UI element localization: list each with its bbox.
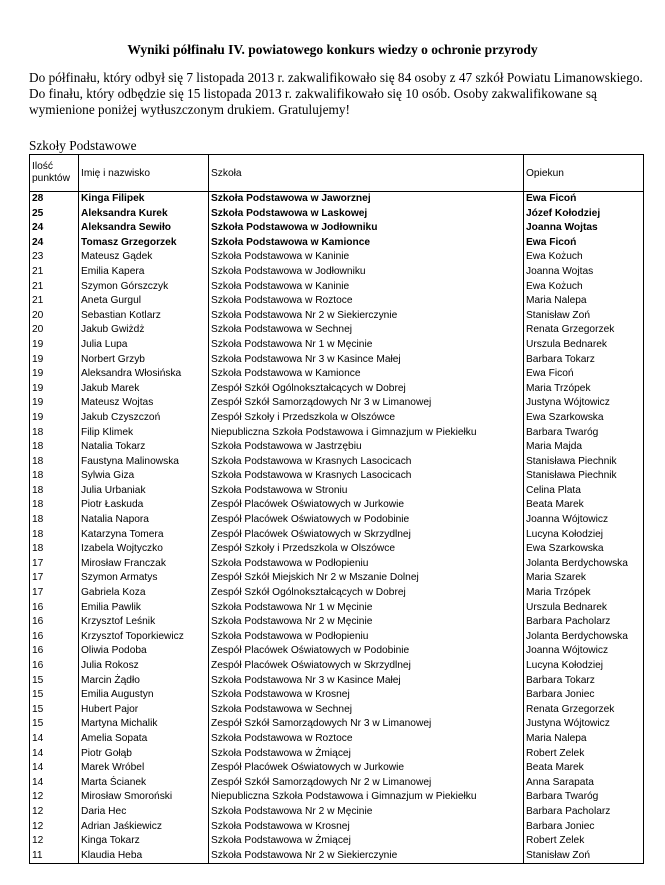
tutor-cell: Lucyna Kołodziej [524, 528, 644, 543]
tutor-cell: Stanisław Zoń [524, 309, 644, 324]
tutor-cell: Maria Trzópek [524, 382, 644, 397]
name-cell: Mirosław Smoroński [79, 790, 209, 805]
school-cell: Zespół Szkół Miejskich Nr 2 w Mszanie Dolnej [209, 571, 524, 586]
name-cell: Marcin Żądło [79, 674, 209, 689]
table-row [30, 207, 644, 222]
school-cell: Szkoła Podstawowa Nr 2 w Męcinie [209, 615, 524, 630]
points-cell: 18 [30, 528, 79, 543]
tutor-cell: Maria Nalepa [524, 732, 644, 747]
school-cell: Szkoła Podstawowa w Podłopieniu [209, 630, 524, 645]
table-row [30, 426, 644, 441]
school-cell: Szkoła Podstawowa w Krosnej [209, 820, 524, 835]
school-cell: Szkoła Podstawowa w Jastrzębiu [209, 440, 524, 455]
school-cell: Niepubliczna Szkoła Podstawowa i Gimnazjum w Piekiełku [209, 426, 524, 441]
points-cell: 12 [30, 805, 79, 820]
tutor-cell: Ewa Szarkowska [524, 411, 644, 426]
name-cell: Izabela Wojtyczko [79, 542, 209, 557]
points-cell: 24 [30, 236, 79, 251]
name-cell: Faustyna Malinowska [79, 455, 209, 470]
tutor-cell: Beata Marek [524, 761, 644, 776]
points-cell: 14 [30, 761, 79, 776]
name-cell: Piotr Gołąb [79, 747, 209, 762]
table-row [30, 790, 644, 805]
name-cell: Szymon Górszczyk [79, 280, 209, 295]
school-cell: Zespół Placówek Oświatowych w Jurkowie [209, 761, 524, 776]
tutor-cell: Renata Grzegorzek [524, 703, 644, 718]
table-row [30, 703, 644, 718]
table-row [30, 469, 644, 484]
table-row [30, 688, 644, 703]
school-cell: Szkoła Podstawowa w Kamionce [209, 236, 524, 251]
school-cell: Zespół Szkół Samorządowych Nr 3 w Limanowej [209, 396, 524, 411]
points-cell: 18 [30, 440, 79, 455]
name-cell: Szymon Armatys [79, 571, 209, 586]
points-cell: 19 [30, 396, 79, 411]
tutor-cell: Barbara Pacholarz [524, 805, 644, 820]
name-cell: Natalia Napora [79, 513, 209, 528]
points-cell: 18 [30, 469, 79, 484]
school-cell: Szkoła Podstawowa w Krosnej [209, 688, 524, 703]
table-row [30, 192, 644, 207]
school-cell: Zespół Szkół Samorządowych Nr 2 w Limanowej [209, 776, 524, 791]
tutor-cell: Robert Zelek [524, 834, 644, 849]
tutor-cell: Ewa Ficoń [524, 192, 644, 207]
table-row [30, 615, 644, 630]
table-row [30, 776, 644, 791]
name-cell: Norbert Grzyb [79, 353, 209, 368]
tutor-cell: Joanna Wójtowicz [524, 644, 644, 659]
name-cell: Krzysztof Toporkiewicz [79, 630, 209, 645]
points-header-line2: punktów [32, 173, 70, 184]
name-cell: Natalia Tokarz [79, 440, 209, 455]
table-row [30, 513, 644, 528]
points-cell: 11 [30, 849, 79, 864]
school-cell: Niepubliczna Szkoła Podstawowa i Gimnazjum w Piekiełku [209, 790, 524, 805]
points-cell: 19 [30, 338, 79, 353]
points-cell: 19 [30, 411, 79, 426]
intro-paragraph: Do półfinału, który odbył się 7 listopada 2013 r. zakwalifikowało się 84 osoby z 47 szkół Powiatu Limanowskiego. Do finału, który odbędzie się 15 listopada 2013 r. zakwalifikowało się 10 osób. Osoby zakwalifikowane są wymienione poniżej wytłuszczonym drukiem. Gratulujemy! [29, 70, 643, 117]
table-row [30, 411, 644, 426]
school-cell: Zespół Szkoły i Przedszkola w Olszówce [209, 542, 524, 557]
tutor-cell: Maria Nalepa [524, 294, 644, 309]
points-cell: 21 [30, 294, 79, 309]
name-cell: Julia Urbaniak [79, 484, 209, 499]
table-row [30, 542, 644, 557]
name-cell: Aleksandra Sewiło [79, 221, 209, 236]
school-cell: Zespół Placówek Oświatowych w Jurkowie [209, 498, 524, 513]
school-cell: Zespół Placówek Oświatowych w Podobinie [209, 644, 524, 659]
tutor-cell: Robert Zelek [524, 747, 644, 762]
name-cell: Oliwia Podoba [79, 644, 209, 659]
table-row [30, 221, 644, 236]
school-cell: Szkoła Podstawowa Nr 3 w Kasince Małej [209, 674, 524, 689]
name-cell: Jakub Marek [79, 382, 209, 397]
points-cell: 18 [30, 455, 79, 470]
points-cell: 18 [30, 426, 79, 441]
name-cell: Aleksandra Włosińska [79, 367, 209, 382]
school-cell: Szkoła Podstawowa w Jaworznej [209, 192, 524, 207]
name-cell: Gabriela Koza [79, 586, 209, 601]
school-cell: Zespół Szkoły i Przedszkola w Olszówce [209, 411, 524, 426]
tutor-cell: Barbara Tokarz [524, 674, 644, 689]
tutor-cell: Maria Szarek [524, 571, 644, 586]
points-cell: 18 [30, 484, 79, 499]
tutor-cell: Ewa Ficoń [524, 367, 644, 382]
points-cell: 19 [30, 382, 79, 397]
table-row [30, 250, 644, 265]
name-cell: Jakub Gwiżdż [79, 323, 209, 338]
points-cell: 21 [30, 280, 79, 295]
points-cell: 16 [30, 644, 79, 659]
school-header: Szkoła [209, 155, 524, 192]
points-cell: 18 [30, 513, 79, 528]
school-cell: Szkoła Podstawowa Nr 1 w Męcinie [209, 338, 524, 353]
school-cell: Zespół Szkół Ogólnokształcących w Dobrej [209, 382, 524, 397]
table-row [30, 586, 644, 601]
tutor-cell: Urszula Bednarek [524, 338, 644, 353]
school-cell: Szkoła Podstawowa w Krasnych Lasocicach [209, 455, 524, 470]
table-row [30, 382, 644, 397]
tutor-cell: Justyna Wójtowicz [524, 717, 644, 732]
points-cell: 20 [30, 309, 79, 324]
tutor-cell: Barbara Twaróg [524, 790, 644, 805]
name-cell: Mirosław Franczak [79, 557, 209, 572]
name-cell: Sebastian Kotlarz [79, 309, 209, 324]
table-row [30, 396, 644, 411]
table-row [30, 644, 644, 659]
table-row [30, 367, 644, 382]
name-cell: Aneta Gurgul [79, 294, 209, 309]
school-cell: Szkoła Podstawowa w Sechnej [209, 703, 524, 718]
name-cell: Mateusz Gądek [79, 250, 209, 265]
table-row [30, 236, 644, 251]
tutor-cell: Barbara Twaróg [524, 426, 644, 441]
tutor-cell: Barbara Joniec [524, 688, 644, 703]
name-header: Imię i nazwisko [79, 155, 209, 192]
tutor-cell: Ewa Kożuch [524, 250, 644, 265]
points-cell: 18 [30, 498, 79, 513]
table-header-row [30, 155, 644, 192]
tutor-cell: Jolanta Berdychowska [524, 630, 644, 645]
name-cell: Marek Wróbel [79, 761, 209, 776]
table-row [30, 849, 644, 864]
tutor-cell: Stanisława Piechnik [524, 469, 644, 484]
points-cell: 20 [30, 323, 79, 338]
tutor-cell: Ewa Ficoń [524, 236, 644, 251]
school-cell: Szkoła Podstawowa w Jodłowniku [209, 265, 524, 280]
tutor-cell: Joanna Wojtas [524, 265, 644, 280]
name-cell: Kinga Filipek [79, 192, 209, 207]
name-cell: Emilia Pawlik [79, 601, 209, 616]
name-cell: Daria Hec [79, 805, 209, 820]
school-cell: Zespół Szkół Samorządowych Nr 3 w Limanowej [209, 717, 524, 732]
table-row [30, 484, 644, 499]
points-cell: 25 [30, 207, 79, 222]
name-cell: Julia Lupa [79, 338, 209, 353]
school-cell: Szkoła Podstawowa Nr 2 w Siekierczynie [209, 849, 524, 864]
school-cell: Szkoła Podstawowa Nr 2 w Siekierczynie [209, 309, 524, 324]
points-cell: 15 [30, 703, 79, 718]
tutor-cell: Maria Trzópek [524, 586, 644, 601]
name-cell: Martyna Michalik [79, 717, 209, 732]
points-cell: 16 [30, 601, 79, 616]
points-cell: 17 [30, 557, 79, 572]
table-row [30, 601, 644, 616]
school-cell: Szkoła Podstawowa w Żmiącej [209, 834, 524, 849]
table-row [30, 280, 644, 295]
tutor-cell: Stanisława Piechnik [524, 455, 644, 470]
points-cell: 12 [30, 834, 79, 849]
page-title: Wyniki półfinału IV. powiatowego konkurs wiedzy o ochronie przyrody [127, 42, 538, 57]
school-cell: Szkoła Podstawowa w Żmiącej [209, 747, 524, 762]
name-cell: Mateusz Wojtas [79, 396, 209, 411]
school-cell: Szkoła Podstawowa w Jodłowniku [209, 221, 524, 236]
points-cell: 14 [30, 747, 79, 762]
table-row [30, 761, 644, 776]
name-cell: Emilia Augustyn [79, 688, 209, 703]
name-cell: Piotr Łaskuda [79, 498, 209, 513]
school-cell: Szkoła Podstawowa w Sechnej [209, 323, 524, 338]
name-cell: Aleksandra Kurek [79, 207, 209, 222]
school-cell: Zespół Szkół Ogólnokształcących w Dobrej [209, 586, 524, 601]
school-cell: Zespół Placówek Oświatowych w Skrzydlnej [209, 659, 524, 674]
points-header [30, 155, 79, 192]
tutor-header: Opiekun [524, 155, 644, 192]
school-cell: Szkoła Podstawowa Nr 1 w Męcinie [209, 601, 524, 616]
school-cell: Zespół Placówek Oświatowych w Skrzydlnej [209, 528, 524, 543]
tutor-cell: Celina Plata [524, 484, 644, 499]
table-row [30, 265, 644, 280]
school-cell: Szkoła Podstawowa Nr 2 w Męcinie [209, 805, 524, 820]
table-row [30, 557, 644, 572]
table-row [30, 674, 644, 689]
name-cell: Marta Ścianek [79, 776, 209, 791]
points-cell: 18 [30, 542, 79, 557]
table-row [30, 732, 644, 747]
table-row [30, 659, 644, 674]
tutor-cell: Anna Sarapata [524, 776, 644, 791]
name-cell: Amelia Sopata [79, 732, 209, 747]
points-cell: 28 [30, 192, 79, 207]
points-cell: 15 [30, 674, 79, 689]
table-row [30, 455, 644, 470]
school-cell: Szkoła Podstawowa w Roztoce [209, 294, 524, 309]
tutor-cell: Beata Marek [524, 498, 644, 513]
tutor-cell: Joanna Wójtowicz [524, 513, 644, 528]
points-cell: 14 [30, 732, 79, 747]
school-cell: Zespół Placówek Oświatowych w Podobinie [209, 513, 524, 528]
points-cell: 16 [30, 615, 79, 630]
name-cell: Hubert Pajor [79, 703, 209, 718]
section-heading: Szkoły Podstawowe [29, 138, 137, 153]
points-cell: 17 [30, 586, 79, 601]
tutor-cell: Joanna Wojtas [524, 221, 644, 236]
tutor-cell: Urszula Bednarek [524, 601, 644, 616]
school-cell: Szkoła Podstawowa w Krasnych Lasocicach [209, 469, 524, 484]
school-cell: Szkoła Podstawowa w Stroniu [209, 484, 524, 499]
table-row [30, 309, 644, 324]
points-cell: 19 [30, 353, 79, 368]
tutor-cell: Justyna Wójtowicz [524, 396, 644, 411]
name-cell: Emilia Kapera [79, 265, 209, 280]
table-row [30, 834, 644, 849]
tutor-cell: Barbara Pacholarz [524, 615, 644, 630]
table-row [30, 820, 644, 835]
name-cell: Filip Klimek [79, 426, 209, 441]
points-cell: 17 [30, 571, 79, 586]
school-cell: Szkoła Podstawowa w Kamionce [209, 367, 524, 382]
points-cell: 12 [30, 790, 79, 805]
tutor-cell: Maria Majda [524, 440, 644, 455]
school-cell: Szkoła Podstawowa w Roztoce [209, 732, 524, 747]
tutor-cell: Ewa Kożuch [524, 280, 644, 295]
name-cell: Katarzyna Tomera [79, 528, 209, 543]
name-cell: Adrian Jaśkiewicz [79, 820, 209, 835]
table-row [30, 571, 644, 586]
name-cell: Kinga Tokarz [79, 834, 209, 849]
table-row [30, 338, 644, 353]
table-row [30, 440, 644, 455]
tutor-cell: Józef Kołodziej [524, 207, 644, 222]
tutor-cell: Barbara Joniec [524, 820, 644, 835]
table-row [30, 353, 644, 368]
table-row [30, 323, 644, 338]
school-cell: Szkoła Podstawowa Nr 3 w Kasince Małej [209, 353, 524, 368]
tutor-cell: Jolanta Berdychowska [524, 557, 644, 572]
tutor-cell: Lucyna Kołodziej [524, 659, 644, 674]
points-cell: 16 [30, 630, 79, 645]
tutor-cell: Ewa Szarkowska [524, 542, 644, 557]
table-row [30, 805, 644, 820]
school-cell: Szkoła Podstawowa w Kaninie [209, 250, 524, 265]
table-row [30, 294, 644, 309]
points-cell: 24 [30, 221, 79, 236]
table-row [30, 498, 644, 513]
table-row [30, 747, 644, 762]
points-cell: 16 [30, 659, 79, 674]
points-cell: 23 [30, 250, 79, 265]
name-cell: Sylwia Giza [79, 469, 209, 484]
name-cell: Tomasz Grzegorzek [79, 236, 209, 251]
points-cell: 12 [30, 820, 79, 835]
name-cell: Jakub Czyszczoń [79, 411, 209, 426]
name-cell: Krzysztof Leśnik [79, 615, 209, 630]
tutor-cell: Stanisław Zoń [524, 849, 644, 864]
results-table [29, 154, 644, 864]
tutor-cell: Barbara Tokarz [524, 353, 644, 368]
name-cell: Klaudia Heba [79, 849, 209, 864]
name-cell: Julia Rokosz [79, 659, 209, 674]
table-row [30, 717, 644, 732]
points-cell: 19 [30, 367, 79, 382]
school-cell: Szkoła Podstawowa w Podłopieniu [209, 557, 524, 572]
points-cell: 14 [30, 776, 79, 791]
points-cell: 15 [30, 688, 79, 703]
points-header-line1: Ilość [32, 161, 53, 172]
school-cell: Szkoła Podstawowa w Kaninie [209, 280, 524, 295]
school-cell: Szkoła Podstawowa w Laskowej [209, 207, 524, 222]
table-row [30, 528, 644, 543]
table-row [30, 630, 644, 645]
tutor-cell: Renata Grzegorzek [524, 323, 644, 338]
points-cell: 15 [30, 717, 79, 732]
points-cell: 21 [30, 265, 79, 280]
